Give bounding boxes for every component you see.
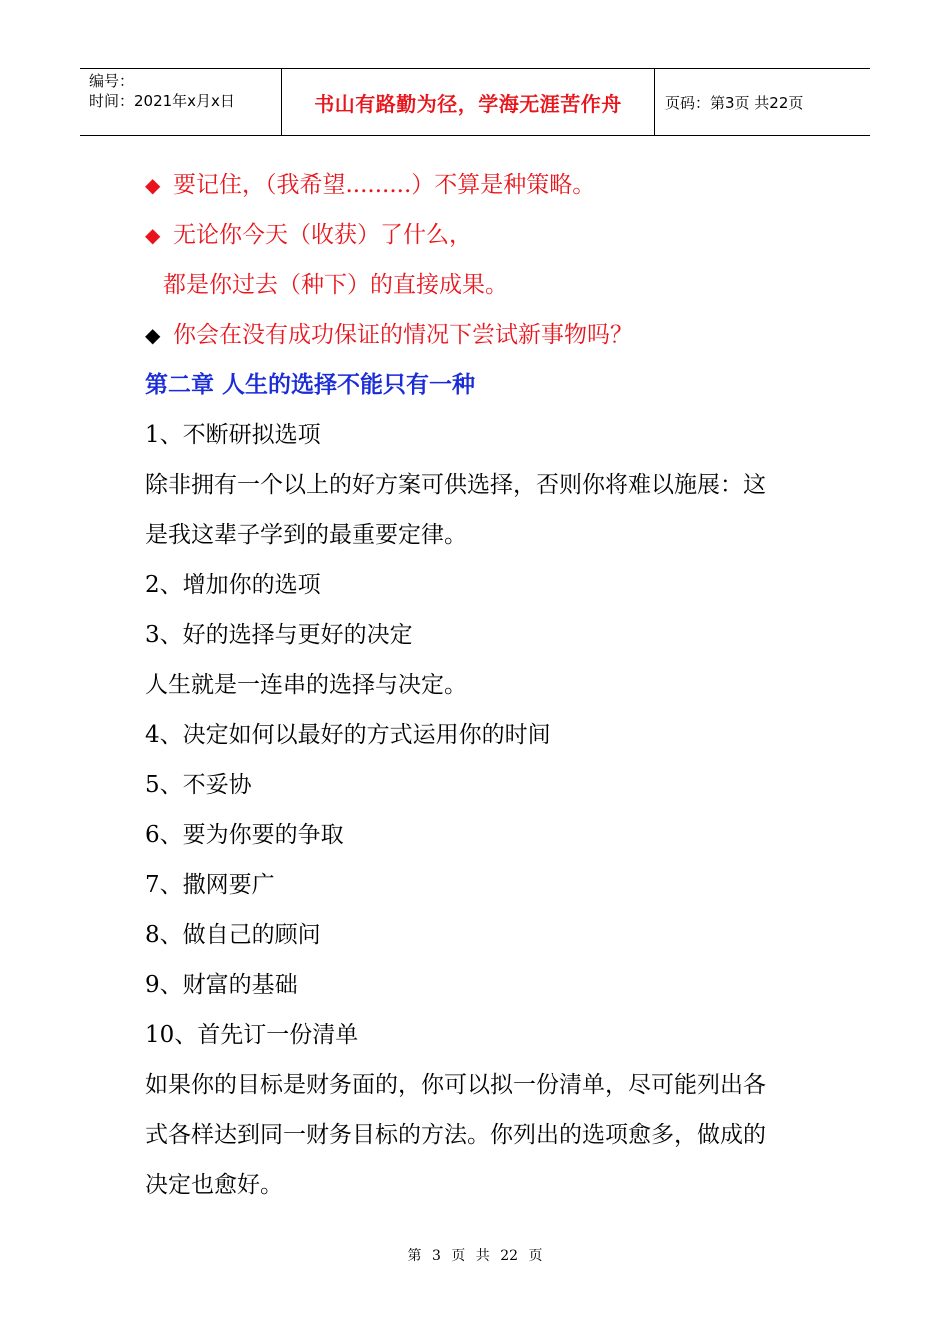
paragraph-line: 如果你的目标是财务面的，你可以拟一份清单，尽可能列出各 [145,1072,766,1098]
list-item: 9、财富的基础 [145,972,298,998]
paragraph-line: 是我这辈子学到的最重要定律。 [145,522,467,548]
diamond-bullet-icon: ◆ [145,173,161,197]
paragraph-line: 决定也愈好。 [145,1172,283,1198]
doc-date-label: 时间：2021年x月x日 [89,92,235,110]
paragraph-line: 式各样达到同一财务目标的方法。你列出的选项愈多，做成的 [145,1122,766,1148]
list-item: 4、决定如何以最好的方式运用你的时间 [145,722,551,748]
bullet-text: 你会在没有成功保证的情况下尝试新事物吗？ [173,322,633,348]
list-item: 5、不妥协 [145,772,252,798]
header-page-info: 页码：第3页 共22页 [665,93,804,112]
paragraph-line: 人生就是一连串的选择与决定。 [145,672,467,698]
bullet-text: 要记住，（我希望.........）不算是种策略。 [173,172,596,198]
doc-number-label: 编号： [89,72,135,90]
list-item: 3、好的选择与更好的决定 [145,622,413,648]
list-item: 6、要为你要的争取 [145,822,344,848]
list-item: 10、首先订一份清单 [145,1022,359,1048]
page-header [80,68,870,136]
paragraph-line: 除非拥有一个以上的好方案可供选择，否则你将难以施展：这 [145,472,766,498]
bullet-item [145,210,825,260]
header-motto: 书山有路勤为径，学海无涯苦作舟 [282,69,655,135]
list-item: 8、做自己的顾问 [145,922,321,948]
page-footer: 第 3 页 共 22 页 [407,1248,543,1264]
list-item: 1、不断研拟选项 [145,422,321,448]
chapter-title: 第二章 人生的选择不能只有一种 [145,371,476,398]
list-item: 2、增加你的选项 [145,572,321,598]
list-item: 7、撒网要广 [145,872,275,898]
bullet-continuation: 都是你过去（种下）的直接成果。 [163,272,508,298]
document-body [145,160,825,1210]
bullet-item [145,310,825,360]
diamond-bullet-icon: ◆ [145,223,161,247]
bullet-text: 无论你今天（收获）了什么， [173,222,472,248]
bullet-item [145,160,825,210]
diamond-bullet-icon: ◆ [145,323,161,347]
header-meta [80,69,282,135]
